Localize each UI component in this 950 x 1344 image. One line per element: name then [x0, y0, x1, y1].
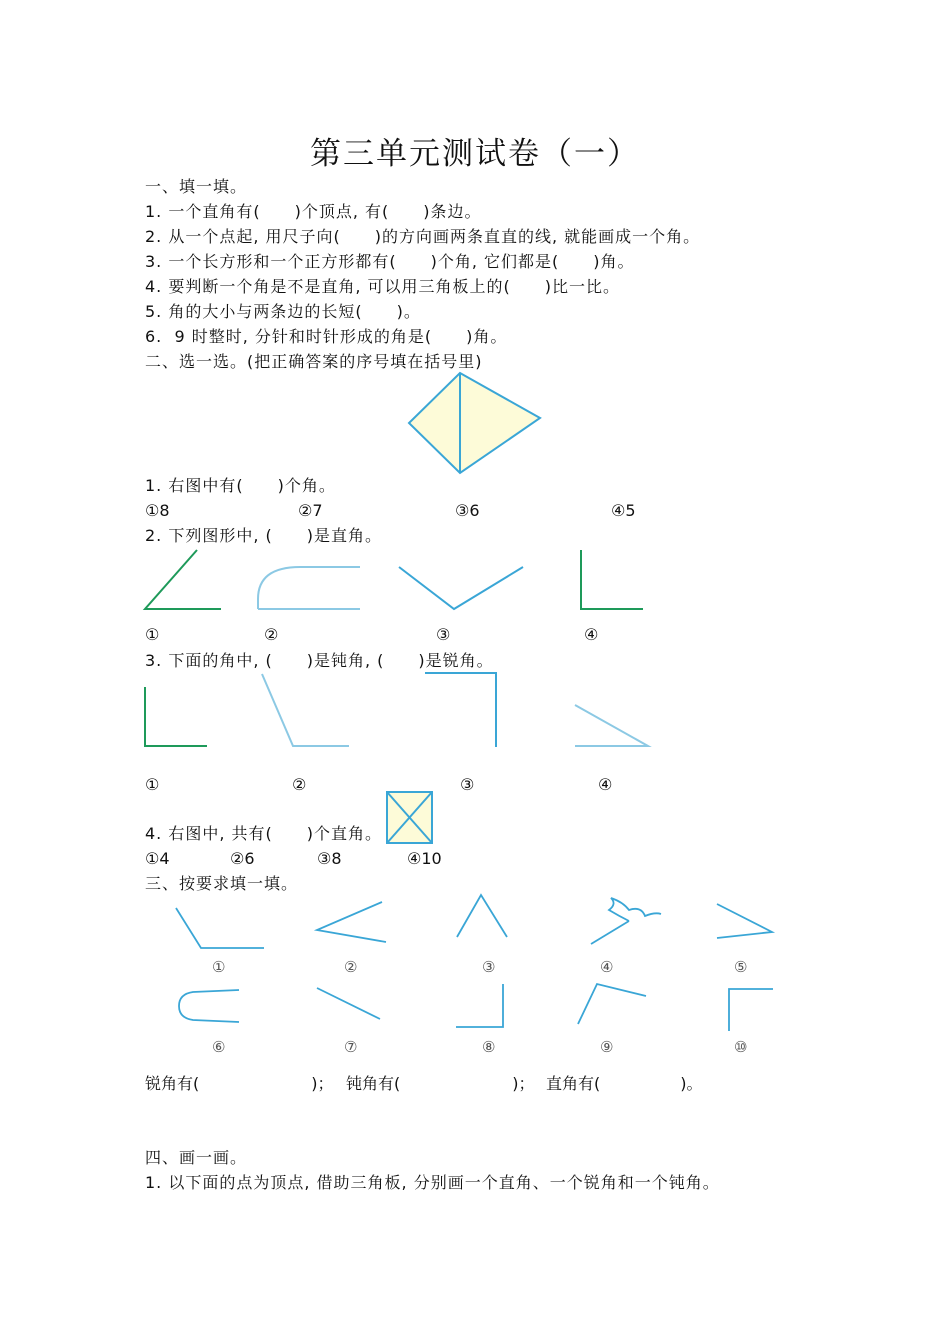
sec2-q1-option-1: ①8 [145, 501, 170, 520]
sec3-angle-1 [174, 906, 266, 950]
sec3-label-3: ③ [482, 958, 496, 976]
sec3-angle-7 [314, 986, 384, 1022]
q3-figure-3 [423, 670, 499, 749]
sec3-label-2: ② [344, 958, 358, 976]
sec1-question-2: 2. 从一个点起, 用尺子向( )的方向画两条直直的线, 就能画成一个角。 [145, 227, 701, 246]
sec2-q2-option-3: ③ [436, 625, 451, 644]
sec3-angle-10 [726, 987, 776, 1033]
sec2-q1-option-3: ③6 [455, 501, 480, 520]
sec2-q3-text: 3. 下面的角中, ( )是钝角, ( )是锐角。 [145, 651, 494, 670]
q3-figure-4 [572, 703, 652, 749]
sec3-label-10: ⑩ [734, 1038, 748, 1056]
answer-acute: 锐角有( )； [145, 1074, 334, 1093]
sec2-q2-option-2: ② [264, 625, 279, 644]
sec3-angle-4 [589, 894, 665, 946]
sec3-angle-3 [455, 893, 511, 939]
sec2-q2-option-1: ① [145, 625, 160, 644]
sec2-q1-option-4: ④5 [611, 501, 636, 520]
sec2-q3-option-4: ④ [598, 775, 613, 794]
sec3-label-8: ⑧ [482, 1038, 496, 1056]
sec3-label-6: ⑥ [212, 1038, 226, 1056]
sec3-angle-2 [314, 900, 388, 944]
sec3-label-5: ⑤ [734, 958, 748, 976]
sec2-q1-option-2: ②7 [298, 501, 323, 520]
sec2-q1-text: 1. 右图中有( )个角。 [145, 476, 336, 495]
sec2-q2-text: 2. 下列图形中, ( )是直角。 [145, 526, 383, 545]
q2-figure-4 [579, 548, 645, 612]
sec3-label-9: ⑨ [600, 1038, 614, 1056]
sec3-label-1: ① [212, 958, 226, 976]
section-4-heading: 四、画一画。 [145, 1148, 248, 1167]
answer-right: 直角有( )。 [546, 1074, 703, 1093]
page-title: 第三单元测试卷（一） [310, 136, 640, 172]
sec1-question-4: 4. 要判断一个角是不是直角, 可以用三角板上的( )比一比。 [145, 277, 621, 296]
sec3-angle-5 [714, 902, 776, 940]
sec2-q2-option-4: ④ [584, 625, 599, 644]
q2-figure-3 [397, 563, 527, 611]
sec3-angle-6 [175, 988, 243, 1026]
answer-obtuse: 钝角有( )； [346, 1074, 535, 1093]
sec2-q3-option-2: ② [292, 775, 307, 794]
q2-figure-2 [256, 565, 364, 611]
q2-figure-1 [143, 548, 223, 612]
kite-shape [409, 373, 540, 473]
section-3-heading: 三、按要求填一填。 [145, 874, 299, 893]
sec3-label-7: ⑦ [344, 1038, 358, 1056]
sec3-angle-8 [454, 982, 508, 1030]
sec2-q4-text: 4. 右图中, 共有( )个直角。 [145, 824, 383, 843]
sec1-question-3: 3. 一个长方形和一个正方形都有( )个角, 它们都是( )角。 [145, 252, 635, 271]
sec3-label-4: ④ [600, 958, 614, 976]
section-1-heading: 一、填一填。 [145, 177, 248, 196]
sec2-q4-option-4: ④10 [407, 849, 442, 868]
sec1-question-5: 5. 角的大小与两条边的长短( )。 [145, 302, 421, 321]
square-diagonals-figure [386, 791, 434, 845]
sec2-q3-option-1: ① [145, 775, 160, 794]
sec2-q3-option-3: ③ [460, 775, 475, 794]
sec2-q4-option-2: ②6 [230, 849, 255, 868]
q3-figure-1 [143, 685, 209, 749]
sec2-q4-option-3: ③8 [317, 849, 342, 868]
sec1-question-6: 6. 9 时整时, 分针和时针形成的角是( )角。 [145, 327, 508, 346]
kite-figure [405, 372, 545, 476]
sec4-question-1: 1. 以下面的点为顶点, 借助三角板, 分别画一个直角、一个锐角和一个钝角。 [145, 1173, 720, 1192]
sec3-angle-9 [575, 982, 649, 1026]
sec1-question-1: 1. 一个直角有( )个顶点, 有( )条边。 [145, 202, 482, 221]
sec2-q4-option-1: ①4 [145, 849, 170, 868]
section-2-heading: 二、选一选。(把正确答案的序号填在括号里) [145, 352, 483, 371]
q3-figure-2 [259, 672, 351, 749]
